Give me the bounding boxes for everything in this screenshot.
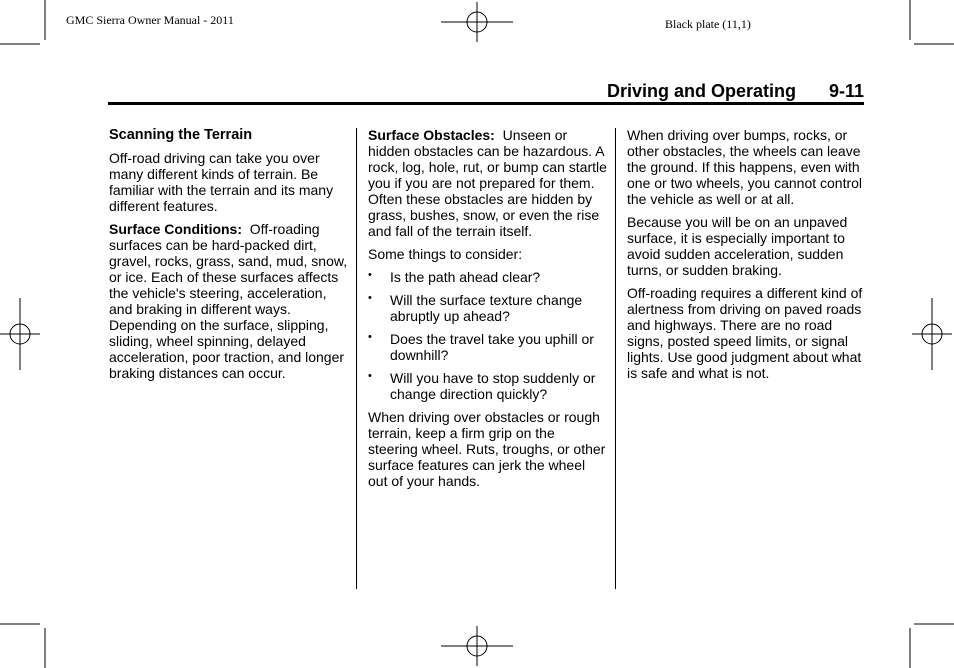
column-divider: [615, 128, 616, 589]
paragraph-consider: Some things to consider:: [368, 246, 523, 262]
paragraph-alertness: Off-roading requires a different kind of alertness from driving on paved roads and highways. There are no road signs, posted speed limits, or signal lights. Use good judgment about what is safe and what is not.: [627, 285, 863, 381]
list-item: [368, 269, 608, 285]
list-item-text: Will the surface texture change abruptly up ahead?: [390, 292, 583, 324]
section-heading: Scanning the Terrain: [109, 127, 253, 143]
bullet-icon: •: [368, 269, 372, 281]
list-item-text: Will you have to stop suddenly or change direction quickly?: [390, 370, 596, 402]
column-left: [109, 127, 349, 388]
paragraph-text: Off-roading surfaces can be hard-packed dirt, gravel, rocks, grass, sand, mud, snow, or ice. Each of these surfaces affects the vehicle's steering, acceleration, and braking in different ways. Depending on the surface, slipping, sliding, wheel spinning, delayed acceleration, poor traction, and longer braking distances can occur.: [109, 221, 348, 381]
column-middle: [368, 127, 608, 496]
paragraph-grip: When driving over obstacles or rough terrain, keep a firm grip on the steering wheel. Ruts, troughs, or other surface features can jerk the wheel out of your hands.: [368, 409, 606, 489]
column-right: [627, 127, 865, 388]
page-header: [108, 80, 864, 105]
column-divider: [356, 128, 357, 589]
paragraph-surface-obstacles: [368, 127, 608, 239]
bullet-icon: •: [368, 292, 372, 304]
list-item: [368, 292, 608, 324]
list-item: [368, 370, 608, 402]
paragraph-surface-conditions: [109, 221, 349, 381]
paragraph-intro: Off-road driving can take you over many different kinds of terrain. Be familiar with the terrain and its many different features.: [109, 150, 334, 214]
paragraph-text: Unseen or hidden obstacles can be hazardous. A rock, log, hole, rut, or bump can startle you if you are not prepared for them. Often these obstacles are hidden by grass, bushes, snow, or even the rise and fall of the terrain itself.: [368, 127, 607, 239]
section-title: Driving and Operating: [606, 81, 796, 101]
paragraph-bumps: When driving over bumps, rocks, or other obstacles, the wheels can leave the ground. If this happens, even with one or two wheels, you cannot control the vehicle as well or at all.: [627, 127, 863, 207]
paragraph-unpaved: Because you will be on an unpaved surface, it is especially important to avoid sudden acceleration, sudden turns, or sudden braking.: [627, 214, 848, 278]
bullet-icon: •: [368, 331, 372, 343]
plate-label-left: GMC Sierra Owner Manual - 2011: [66, 13, 234, 27]
page-number: 9-11: [828, 81, 864, 101]
list-item-text: Does the travel take you uphill or downhill?: [390, 331, 594, 363]
list-item: [368, 331, 608, 363]
plate-label-right: Black plate (11,1): [665, 17, 751, 31]
bullet-icon: •: [368, 370, 372, 382]
list-item-text: Is the path ahead clear?: [390, 269, 541, 285]
run-in-heading: Surface Conditions:: [109, 221, 243, 237]
bullet-list: [368, 269, 608, 402]
run-in-heading: Surface Obstacles:: [368, 127, 495, 143]
